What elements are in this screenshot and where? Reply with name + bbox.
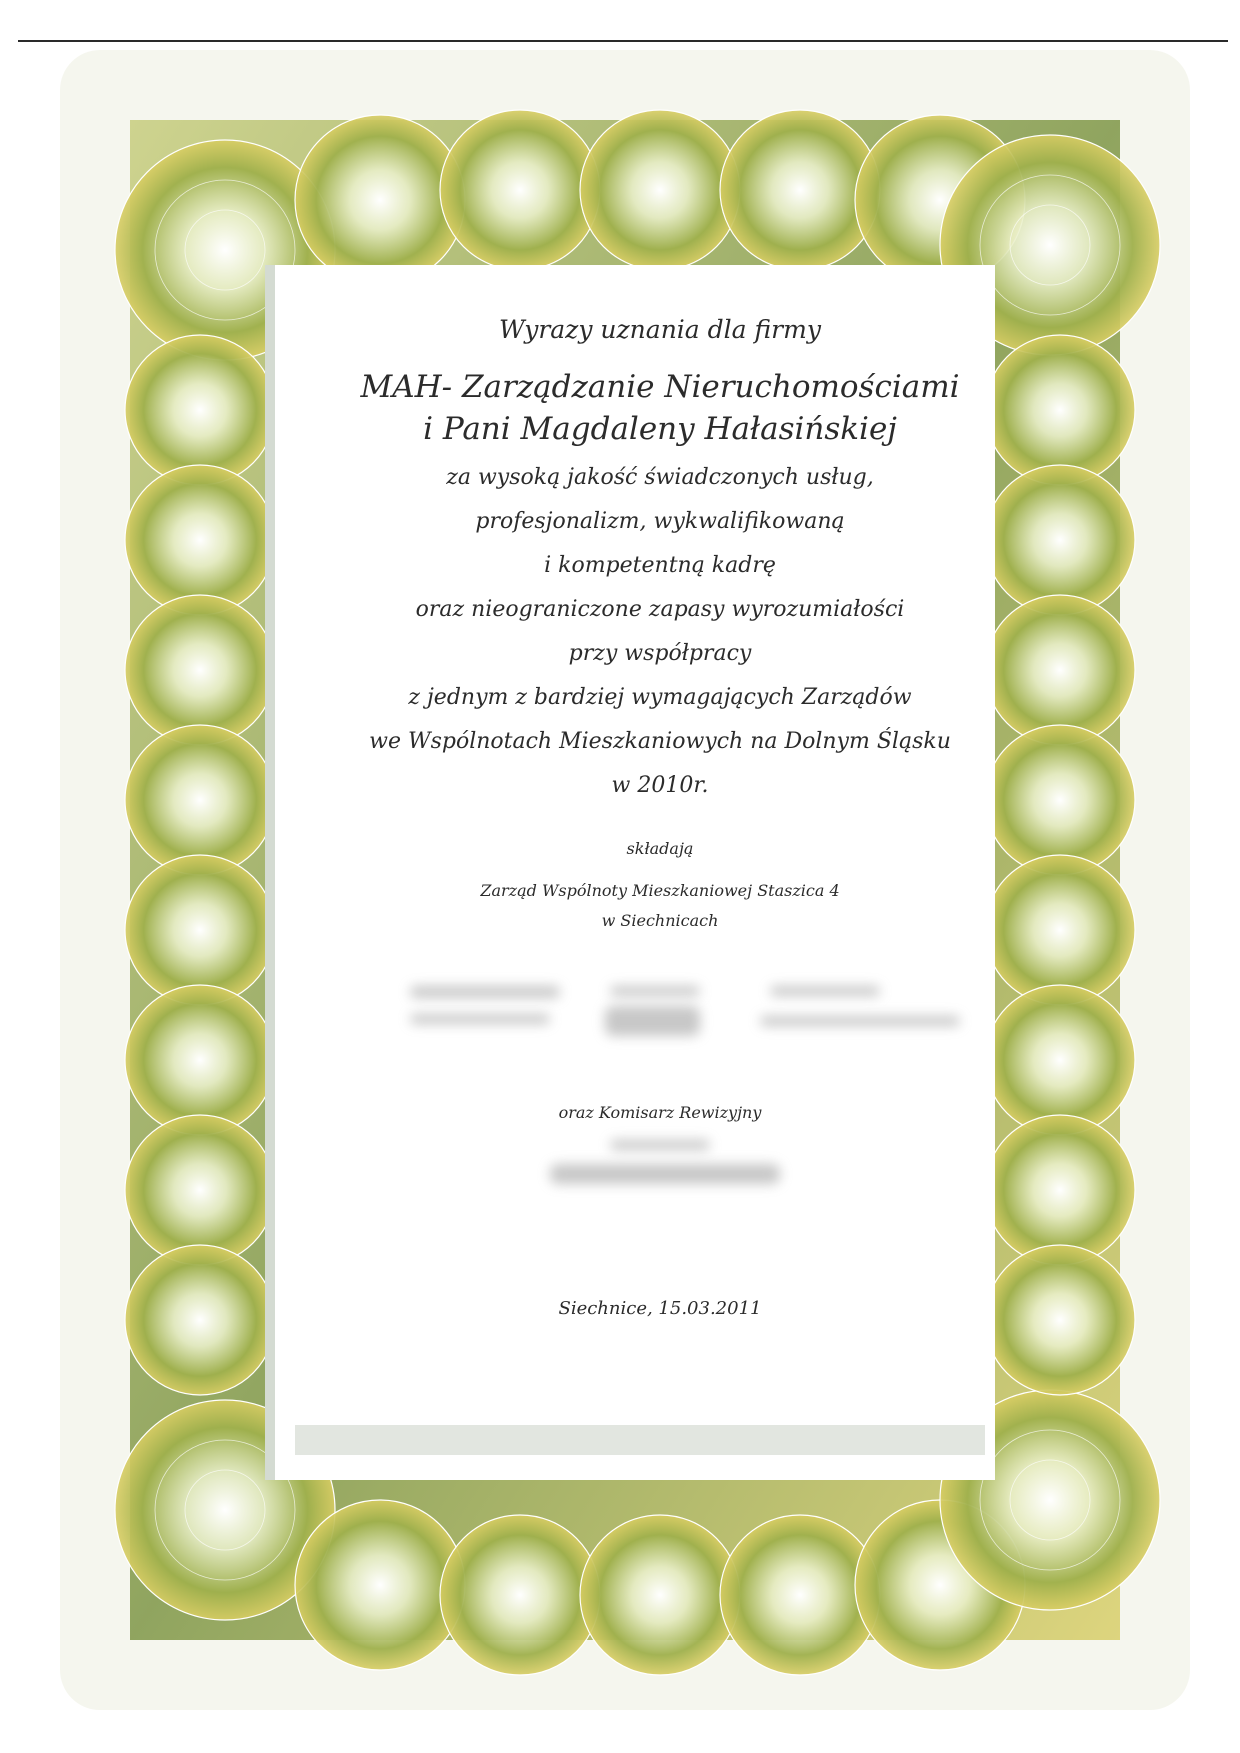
board-line2: w Siechnicach bbox=[601, 911, 719, 930]
presented-by-label: składają bbox=[626, 839, 694, 858]
body-line: z jednym z bardziej wymagających Zarządów bbox=[408, 685, 912, 710]
blurred-signature bbox=[410, 1014, 550, 1024]
blurred-name bbox=[610, 1140, 710, 1150]
body-line: przy współpracy bbox=[568, 641, 752, 666]
year-line: w 2010r. bbox=[611, 773, 709, 798]
body-line: oraz nieograniczone zapasy wyrozumiałości bbox=[415, 597, 905, 622]
auditor-signature bbox=[340, 1134, 980, 1204]
blurred-name bbox=[410, 986, 560, 998]
body-line: profesjonalizm, wykwalifikowaną bbox=[475, 509, 845, 534]
auditor-label: oraz Komisarz Rewizyjny bbox=[558, 1103, 762, 1122]
body-line: i kompetentną kadrę bbox=[544, 553, 776, 578]
company-name-line2: i Pani Magdaleny Hałasińskiej bbox=[423, 411, 897, 447]
place-date: Siechnice, 15.03.2011 bbox=[558, 1298, 762, 1319]
company-name-line1: MAH- Zarządzanie Nieruchomościami bbox=[360, 369, 960, 405]
intro-text: Wyrazy uznania dla firmy bbox=[499, 315, 821, 344]
blurred-signature bbox=[605, 1006, 700, 1036]
body-line: za wysoką jakość świadczonych usług, bbox=[446, 465, 874, 490]
blurred-signature bbox=[550, 1164, 780, 1184]
certificate-text bbox=[340, 315, 980, 1204]
board-signatures bbox=[340, 976, 980, 1086]
blurred-signature bbox=[760, 1016, 960, 1026]
blurred-name bbox=[770, 986, 880, 996]
body-line: we Wspólnotach Mieszkaniowych na Dolnym Śląsku bbox=[369, 729, 951, 754]
blurred-name bbox=[610, 986, 700, 996]
board-line1: Zarząd Wspólnoty Mieszkaniowej Staszica 4 bbox=[480, 881, 840, 900]
